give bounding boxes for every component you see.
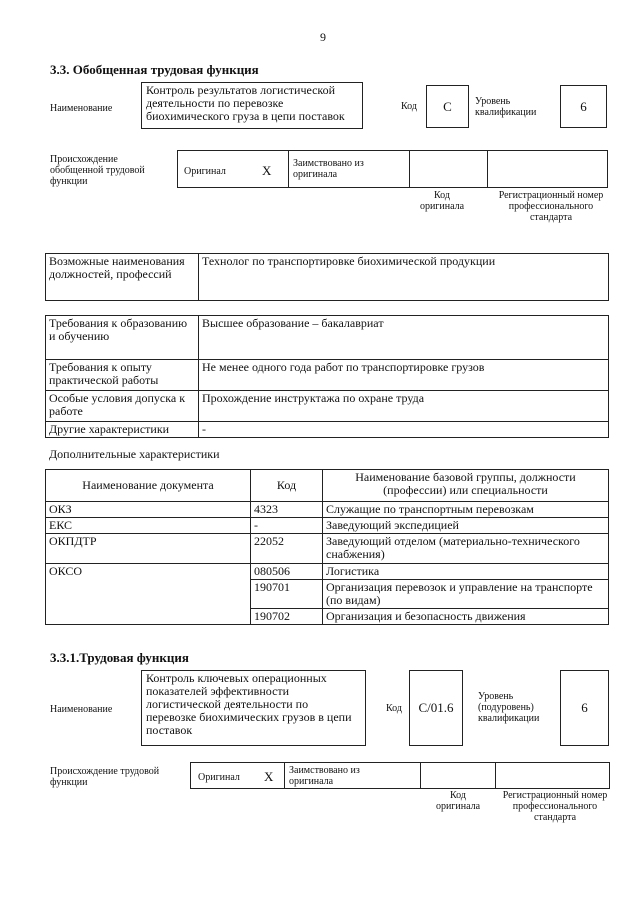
header-name: Наименование базовой группы, должности (профессии) или специальности: [323, 470, 609, 502]
function-name-value: Контроль ключевых операционных показателей эффективности логистической деятельности по перевозке биохимических грузов в цепи поставок: [141, 670, 366, 746]
additional-table: [45, 469, 609, 625]
doc-cell: ОКЗ: [46, 502, 251, 518]
requirement-row: [46, 360, 609, 391]
function-borrowed-label: Заимствовано из оригинала: [289, 765, 360, 787]
table-row: [46, 534, 609, 564]
function-name-label: Наименование: [50, 704, 113, 715]
name-cell: Заведующий экспедицией: [323, 518, 609, 534]
original-mark: X: [262, 163, 272, 178]
requirement-row: [46, 391, 609, 422]
name-cell: Заведующий отделом (материально-технического снабжения): [323, 534, 609, 564]
name-label: Наименование: [50, 103, 113, 114]
section-heading-generalized: 3.3. Обобщенная трудовая функция: [50, 62, 259, 77]
function-origin-label: Происхождение трудовой функции: [50, 766, 160, 788]
requirement-row: [46, 422, 609, 438]
code-cell: 190702: [251, 609, 323, 625]
name-cell: Организация перевозок и управление на транспорте (по видам): [323, 580, 609, 609]
requirement-value: Высшее образование – бакалавриат: [199, 316, 609, 360]
doc-cell: ОКСО: [46, 564, 251, 625]
requirements-table: [45, 315, 609, 438]
positions-value: Технолог по транспортировке биохимической продукции: [199, 254, 609, 301]
function-origin-table: [190, 762, 610, 789]
header-doc: Наименование документа: [46, 470, 251, 502]
code-cell: -: [251, 518, 323, 534]
function-original-mark: X: [264, 769, 274, 784]
borrowed-label: Заимствовано из оригинала: [293, 158, 364, 180]
code-label: Код: [401, 101, 417, 112]
doc-cell: ОКПДТР: [46, 534, 251, 564]
function-level-label: Уровень (подуровень) квалификации: [478, 691, 540, 724]
function-reg-number-caption: Регистрационный номер профессионального стандарта: [502, 790, 608, 823]
level-value: 6: [560, 85, 607, 128]
function-original-label: Оригинал: [198, 772, 240, 783]
requirement-value: Не менее одного года работ по транспортировке грузов: [199, 360, 609, 391]
level-label: Уровень квалификации: [475, 96, 537, 118]
code-cell: 080506: [251, 564, 323, 580]
original-label: Оригинал: [184, 166, 226, 177]
code-cell: 190701: [251, 580, 323, 609]
additional-title: Дополнительные характеристики: [49, 447, 220, 461]
name-cell: Организация и безопасность движения: [323, 609, 609, 625]
function-code-value: С/01.6: [409, 670, 463, 746]
function-code-original-caption: Код оригинала: [435, 790, 481, 812]
table-row: [46, 502, 609, 518]
requirement-label: Требования к опыту практической работы: [46, 360, 199, 391]
positions-label: Возможные наименования должностей, профессий: [46, 254, 199, 301]
requirement-label: Требования к образованию и обучению: [46, 316, 199, 360]
table-row: [46, 518, 609, 534]
origin-label: Происхождение обобщенной трудовой функции: [50, 154, 145, 187]
section-heading-function: 3.3.1.Трудовая функция: [50, 650, 189, 665]
requirement-value: Прохождение инструктажа по охране труда: [199, 391, 609, 422]
name-cell: Служащие по транспортным перевозкам: [323, 502, 609, 518]
table-row: [46, 564, 609, 580]
origin-table: [177, 150, 608, 188]
positions-table: [45, 253, 609, 301]
header-code: Код: [251, 470, 323, 502]
requirement-row: [46, 316, 609, 360]
requirement-value: -: [199, 422, 609, 438]
code-value: С: [426, 85, 469, 128]
name-value: Контроль результатов логистической деятельности по перевозке биохимического груза в цепи поставок: [141, 82, 363, 129]
code-cell: 22052: [251, 534, 323, 564]
function-code-label: Код: [386, 703, 402, 714]
code-cell: 4323: [251, 502, 323, 518]
requirement-label: Особые условия допуска к работе: [46, 391, 199, 422]
page-number: 9: [320, 30, 326, 44]
requirement-label: Другие характеристики: [46, 422, 199, 438]
reg-number-caption: Регистрационный номер профессионального стандарта: [498, 190, 604, 223]
name-cell: Логистика: [323, 564, 609, 580]
code-original-caption: Код оригинала: [419, 190, 465, 212]
function-level-value: 6: [560, 670, 609, 746]
doc-cell: ЕКС: [46, 518, 251, 534]
